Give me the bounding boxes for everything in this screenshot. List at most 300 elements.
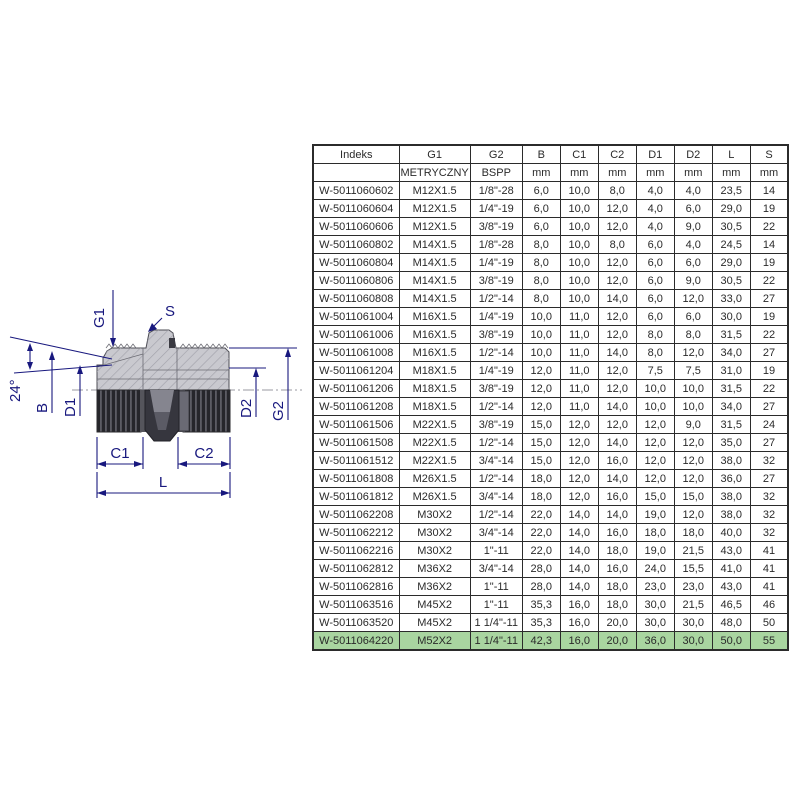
table-row [313,614,788,632]
washer [178,391,189,431]
body-external-view [97,390,230,441]
cell-c2: 8,0 [598,236,636,254]
cell-indeks: W-5011060602 [313,182,399,200]
cell-s: 22 [750,272,788,290]
col-header-l: L [712,145,750,164]
cell-l: 43,0 [712,542,750,560]
cell-s: 41 [750,578,788,596]
cell-c2: 16,0 [598,560,636,578]
cell-g1: M12X1.5 [399,182,470,200]
cell-c2: 20,0 [598,614,636,632]
left-thread [97,390,141,432]
cell-d1: 12,0 [636,452,674,470]
cell-d2: 23,0 [674,578,712,596]
cell-b: 18,0 [522,488,560,506]
cell-g1: M22X1.5 [399,416,470,434]
table-row [313,254,788,272]
cell-d2: 6,0 [674,200,712,218]
cell-l: 24,5 [712,236,750,254]
cell-c1: 11,0 [560,344,598,362]
cell-g2: 1"-11 [470,578,522,596]
cell-g2: 1 1/4"-11 [470,632,522,651]
cell-g2: 1/2"-14 [470,290,522,308]
cell-b: 8,0 [522,254,560,272]
cell-d2: 10,0 [674,398,712,416]
cell-indeks: W-5011061508 [313,434,399,452]
cell-indeks: W-5011062208 [313,506,399,524]
cell-c2: 8,0 [598,182,636,200]
cell-d1: 4,0 [636,182,674,200]
cell-g2: 1/2"-14 [470,506,522,524]
cell-c1: 10,0 [560,200,598,218]
cell-c2: 12,0 [598,308,636,326]
cell-c1: 16,0 [560,596,598,614]
col-header-g2: G2 [470,145,522,164]
cell-b: 15,0 [522,416,560,434]
cell-c1: 14,0 [560,578,598,596]
spec-table [312,144,789,651]
cell-s: 22 [750,326,788,344]
cell-c1: 11,0 [560,308,598,326]
cell-indeks: W-5011062816 [313,578,399,596]
cell-l: 30,5 [712,272,750,290]
cell-c2: 12,0 [598,416,636,434]
cell-c2: 18,0 [598,578,636,596]
dim-label-c2: C2 [194,445,214,462]
cell-l: 38,0 [712,452,750,470]
cell-b: 10,0 [522,308,560,326]
table-row [313,200,788,218]
subheader-metryczny: METRYCZNY [399,164,470,182]
cell-c2: 14,0 [598,470,636,488]
cell-d2: 18,0 [674,524,712,542]
subheader-unit-c2: mm [598,164,636,182]
cell-l: 46,5 [712,596,750,614]
cell-s: 46 [750,596,788,614]
cell-l: 36,0 [712,470,750,488]
cell-g1: M14X1.5 [399,290,470,308]
table-row [313,632,788,651]
cell-c1: 14,0 [560,542,598,560]
cell-d2: 4,0 [674,236,712,254]
dim-label-b: B [34,402,51,413]
table-row [313,470,788,488]
cell-indeks: W-5011060806 [313,272,399,290]
cell-d1: 12,0 [636,416,674,434]
cell-indeks: W-5011060606 [313,218,399,236]
cell-b: 8,0 [522,236,560,254]
cell-c1: 11,0 [560,326,598,344]
cell-g1: M18X1.5 [399,362,470,380]
cell-d1: 19,0 [636,542,674,560]
cell-l: 31,5 [712,416,750,434]
cell-b: 12,0 [522,362,560,380]
cell-g1: M22X1.5 [399,434,470,452]
cell-l: 23,5 [712,182,750,200]
cell-l: 48,0 [712,614,750,632]
cell-l: 30,5 [712,218,750,236]
table-row [313,362,788,380]
cell-d2: 9,0 [674,272,712,290]
subheader-unit-d2: mm [674,164,712,182]
cell-indeks: W-5011060808 [313,290,399,308]
cell-indeks: W-5011061206 [313,380,399,398]
cell-d1: 36,0 [636,632,674,651]
cell-g2: 1/4"-19 [470,308,522,326]
cell-c1: 14,0 [560,524,598,542]
table-row [313,290,788,308]
cell-d1: 6,0 [636,308,674,326]
cell-indeks: W-5011061812 [313,488,399,506]
cell-s: 19 [750,308,788,326]
header-row [313,145,788,164]
table-row [313,542,788,560]
cell-s: 32 [750,506,788,524]
subheader-bspp: BSPP [470,164,522,182]
subheader-unit-l: mm [712,164,750,182]
cell-indeks: W-5011061808 [313,470,399,488]
cell-c2: 14,0 [598,398,636,416]
table-row [313,308,788,326]
cell-d2: 15,5 [674,560,712,578]
cell-d2: 12,0 [674,344,712,362]
cell-b: 18,0 [522,470,560,488]
cell-s: 19 [750,200,788,218]
dim-label-s: S [165,303,176,320]
table-body [313,182,788,651]
cell-g2: 1/4"-19 [470,200,522,218]
cell-g2: 1/2"-14 [470,434,522,452]
cell-d1: 24,0 [636,560,674,578]
cell-g2: 1/4"-19 [470,362,522,380]
cell-d1: 4,0 [636,218,674,236]
cell-d2: 21,5 [674,596,712,614]
subheader-unit-d1: mm [636,164,674,182]
cell-c2: 12,0 [598,272,636,290]
cell-indeks: W-5011062216 [313,542,399,560]
cell-g1: M16X1.5 [399,308,470,326]
cell-d1: 30,0 [636,596,674,614]
cell-d2: 30,0 [674,632,712,651]
cell-g2: 3/8"-19 [470,272,522,290]
cell-s: 22 [750,380,788,398]
cell-g1: M14X1.5 [399,236,470,254]
cell-c1: 12,0 [560,434,598,452]
cell-g2: 1/2"-14 [470,470,522,488]
cell-s: 27 [750,344,788,362]
col-header-indeks: Indeks [313,145,399,164]
fitting-technical-drawing [0,280,310,520]
cell-s: 50 [750,614,788,632]
cell-c2: 12,0 [598,362,636,380]
cell-d2: 30,0 [674,614,712,632]
cell-c2: 16,0 [598,452,636,470]
cell-d1: 12,0 [636,434,674,452]
cell-g2: 1/8"-28 [470,182,522,200]
cell-b: 12,0 [522,380,560,398]
cell-g1: M16X1.5 [399,344,470,362]
cell-g1: M26X1.5 [399,470,470,488]
cell-b: 15,0 [522,434,560,452]
cell-s: 24 [750,416,788,434]
table-row [313,488,788,506]
table-row [313,560,788,578]
cell-c2: 18,0 [598,542,636,560]
cell-c2: 14,0 [598,290,636,308]
cell-s: 27 [750,398,788,416]
cell-s: 32 [750,488,788,506]
cell-l: 34,0 [712,344,750,362]
table-row [313,218,788,236]
cell-d2: 6,0 [674,254,712,272]
cell-g1: M12X1.5 [399,218,470,236]
cell-c1: 10,0 [560,272,598,290]
cell-d1: 6,0 [636,254,674,272]
cell-g1: M52X2 [399,632,470,651]
cell-g1: M14X1.5 [399,254,470,272]
right-thread [183,390,230,432]
cell-d2: 7,5 [674,362,712,380]
cell-indeks: W-5011061004 [313,308,399,326]
cell-s: 55 [750,632,788,651]
cell-d2: 15,0 [674,488,712,506]
cell-g2: 3/4"-14 [470,452,522,470]
cell-d2: 9,0 [674,416,712,434]
cell-indeks: W-5011061204 [313,362,399,380]
cell-b: 8,0 [522,272,560,290]
cell-g2: 3/8"-19 [470,380,522,398]
hex-nut-face [150,390,174,412]
cell-g1: M12X1.5 [399,200,470,218]
subheader-row [313,164,788,182]
table-row [313,434,788,452]
cell-d1: 6,0 [636,290,674,308]
cell-g1: M45X2 [399,596,470,614]
cell-s: 27 [750,470,788,488]
cell-l: 34,0 [712,398,750,416]
cell-b: 10,0 [522,344,560,362]
hex-notch [169,338,175,348]
cell-c2: 12,0 [598,254,636,272]
col-header-s: S [750,145,788,164]
cell-b: 6,0 [522,218,560,236]
cell-d2: 6,0 [674,308,712,326]
cell-c1: 11,0 [560,398,598,416]
cell-s: 41 [750,542,788,560]
cell-l: 29,0 [712,200,750,218]
cell-d1: 19,0 [636,506,674,524]
cell-d1: 8,0 [636,344,674,362]
cell-indeks: W-5011061208 [313,398,399,416]
table-row [313,416,788,434]
cell-g1: M14X1.5 [399,272,470,290]
cell-c1: 10,0 [560,254,598,272]
cell-indeks: W-5011062212 [313,524,399,542]
cell-s: 27 [750,290,788,308]
cell-g2: 3/8"-19 [470,416,522,434]
subheader-unit-b: mm [522,164,560,182]
cell-g2: 3/8"-19 [470,218,522,236]
cell-s: 41 [750,560,788,578]
dim-label-d1: D1 [62,397,79,417]
cell-s: 19 [750,254,788,272]
cell-d1: 18,0 [636,524,674,542]
cell-c1: 10,0 [560,290,598,308]
cell-d2: 12,0 [674,470,712,488]
table-row [313,524,788,542]
cell-d2: 21,5 [674,542,712,560]
table-row [313,182,788,200]
cell-g1: M36X2 [399,560,470,578]
col-header-d1: D1 [636,145,674,164]
cell-l: 43,0 [712,578,750,596]
table-row [313,506,788,524]
cell-c2: 14,0 [598,344,636,362]
cell-g2: 1/2"-14 [470,398,522,416]
cell-b: 10,0 [522,326,560,344]
cell-g2: 3/4"-14 [470,560,522,578]
cell-c2: 14,0 [598,434,636,452]
cell-b: 28,0 [522,560,560,578]
cell-g2: 1/4"-19 [470,254,522,272]
cell-l: 41,0 [712,560,750,578]
subheader-blank [313,164,399,182]
cell-s: 32 [750,452,788,470]
cell-b: 12,0 [522,398,560,416]
cell-b: 6,0 [522,200,560,218]
cell-l: 29,0 [712,254,750,272]
cell-s: 32 [750,524,788,542]
cell-d1: 12,0 [636,470,674,488]
cell-d2: 9,0 [674,218,712,236]
cell-g1: M30X2 [399,506,470,524]
cell-g2: 1"-11 [470,542,522,560]
cell-d2: 12,0 [674,506,712,524]
cell-d1: 10,0 [636,380,674,398]
cell-indeks: W-5011061008 [313,344,399,362]
cell-l: 33,0 [712,290,750,308]
cell-c1: 14,0 [560,560,598,578]
cell-c1: 11,0 [560,362,598,380]
cell-indeks: W-5011061512 [313,452,399,470]
cell-c1: 10,0 [560,236,598,254]
cell-g1: M18X1.5 [399,380,470,398]
cell-d2: 12,0 [674,290,712,308]
fitting-drawing-svg [0,280,310,520]
dim-label-d2: D2 [238,398,255,418]
cell-d2: 12,0 [674,452,712,470]
cell-b: 28,0 [522,578,560,596]
table-row [313,326,788,344]
col-header-c2: C2 [598,145,636,164]
table-row [313,578,788,596]
cell-indeks: W-5011063516 [313,596,399,614]
dim-label-l: L [158,474,168,491]
cell-l: 38,0 [712,506,750,524]
cell-g1: M36X2 [399,578,470,596]
cell-c1: 10,0 [560,182,598,200]
cell-c2: 12,0 [598,200,636,218]
cell-c2: 18,0 [598,596,636,614]
cell-c1: 12,0 [560,452,598,470]
cell-g2: 3/4"-14 [470,524,522,542]
body-cross-section [97,330,229,390]
cell-b: 22,0 [522,524,560,542]
cell-g1: M16X1.5 [399,326,470,344]
cell-b: 35,3 [522,596,560,614]
cell-c2: 14,0 [598,506,636,524]
table-row [313,398,788,416]
cell-g2: 1/2"-14 [470,344,522,362]
cell-d1: 15,0 [636,488,674,506]
cell-l: 31,5 [712,326,750,344]
cell-d2: 4,0 [674,182,712,200]
cell-b: 22,0 [522,542,560,560]
cell-g1: M18X1.5 [399,398,470,416]
cell-l: 31,0 [712,362,750,380]
table-row [313,596,788,614]
cell-g2: 1"-11 [470,596,522,614]
cell-c2: 16,0 [598,488,636,506]
cell-b: 15,0 [522,452,560,470]
cell-g1: M22X1.5 [399,452,470,470]
cell-s: 22 [750,218,788,236]
dim-label-c1: C1 [110,445,130,462]
cell-g1: M45X2 [399,614,470,632]
cell-d2: 8,0 [674,326,712,344]
cell-c1: 16,0 [560,614,598,632]
cell-indeks: W-5011064220 [313,632,399,651]
cell-s: 27 [750,434,788,452]
cell-d1: 8,0 [636,326,674,344]
cell-b: 6,0 [522,182,560,200]
cell-b: 35,3 [522,614,560,632]
cell-d1: 6,0 [636,236,674,254]
cell-c2: 16,0 [598,524,636,542]
cell-g2: 1/8"-28 [470,236,522,254]
cell-l: 30,0 [712,308,750,326]
cell-indeks: W-5011060804 [313,254,399,272]
col-header-c1: C1 [560,145,598,164]
cell-c1: 14,0 [560,506,598,524]
cell-l: 50,0 [712,632,750,651]
cell-indeks: W-5011061506 [313,416,399,434]
cell-s: 14 [750,236,788,254]
cell-c2: 12,0 [598,380,636,398]
cell-c1: 16,0 [560,632,598,651]
cell-g2: 3/8"-19 [470,326,522,344]
cell-d1: 23,0 [636,578,674,596]
cell-d2: 12,0 [674,434,712,452]
col-header-d2: D2 [674,145,712,164]
cell-l: 38,0 [712,488,750,506]
cell-b: 42,3 [522,632,560,651]
cell-c1: 12,0 [560,488,598,506]
dim-label-angle: 24° [7,379,24,402]
dim-label-g1: G1 [91,307,108,328]
cell-g1: M30X2 [399,524,470,542]
table-row [313,272,788,290]
cell-c2: 12,0 [598,326,636,344]
cell-d2: 10,0 [674,380,712,398]
cell-g1: M30X2 [399,542,470,560]
col-header-g1: G1 [399,145,470,164]
cell-c2: 12,0 [598,218,636,236]
cell-c1: 12,0 [560,470,598,488]
cell-c2: 20,0 [598,632,636,651]
cell-c1: 10,0 [560,218,598,236]
cell-d1: 7,5 [636,362,674,380]
